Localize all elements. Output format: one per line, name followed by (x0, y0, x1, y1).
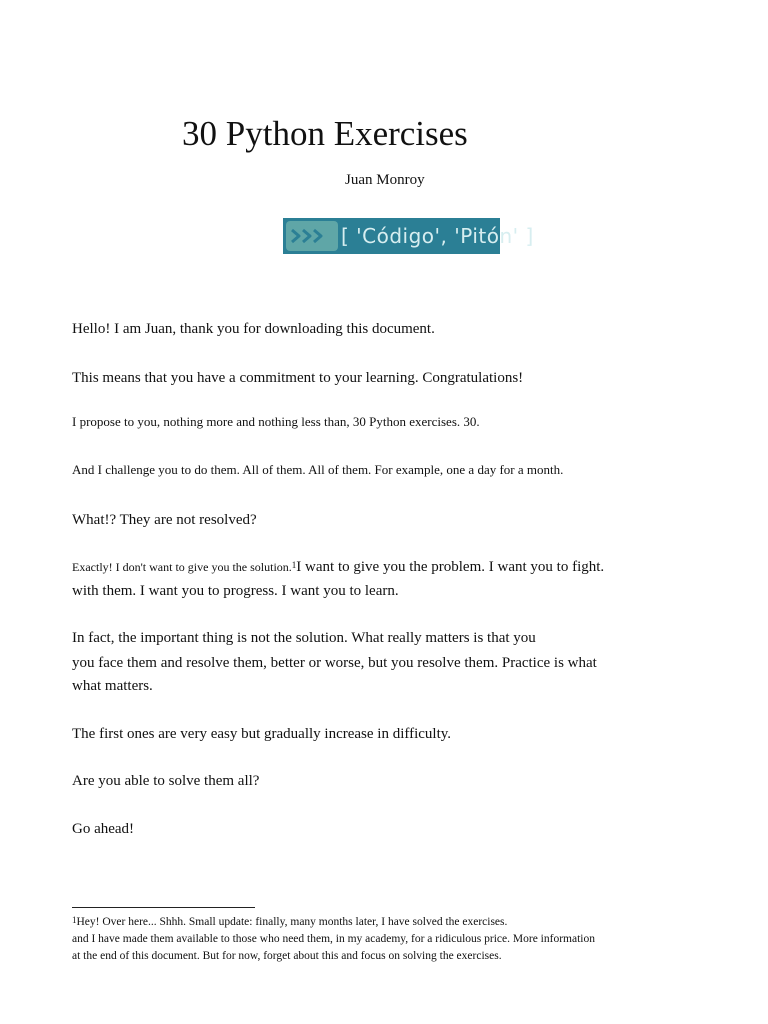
logo-text: [ 'Código', 'Pitón' ] (341, 224, 534, 248)
arrows-icon (286, 221, 338, 251)
paragraph-challenge: And I challenge you to do them. All of them. All of them. For example, one a day for a month. (72, 462, 564, 477)
paragraph-difficulty: The first ones are very easy but gradually increase in difficulty. (72, 726, 452, 742)
codigo-piton-logo (283, 218, 534, 254)
paragraph-go-ahead: Go ahead! (72, 821, 135, 837)
paragraph-commitment: This means that you have a commitment to your learning. Congratulations! (72, 370, 524, 386)
paragraph-greeting: Hello! I am Juan, thank you for downloading this document. (72, 321, 435, 337)
author-name: Juan Monroy (345, 172, 425, 188)
paragraph-fact-line-3: what matters. (72, 678, 153, 694)
paragraph-question: What!? They are not resolved? (72, 512, 257, 528)
footnote-divider (72, 907, 255, 908)
paragraph-solution-line-2: with them. I want you to progress. I want you to learn. (72, 583, 399, 599)
footnote-marker: 1 (72, 915, 77, 925)
paragraph-proposal: I propose to you, nothing more and nothing less than, 30 Python exercises. 30. (72, 414, 480, 429)
paragraph-fact-line-1: In fact, the important thing is not the solution. What really matters is that you (72, 630, 536, 646)
document-title: 30 Python Exercises (182, 114, 468, 153)
footnote-line-2: and I have made them available to those who need them, in my academy, for a ridiculous price. More information (72, 933, 595, 945)
paragraph-able: Are you able to solve them all? (72, 773, 260, 789)
footnote-line-1 (72, 914, 507, 931)
footnote-line-3: at the end of this document. But for now, forget about this and focus on solving the exercises. (72, 950, 502, 962)
paragraph-solution-line (72, 555, 604, 579)
footnote-text-1: Hey! Over here... Shhh. Small update: finally, many months later, I have solved the exercises. (76, 916, 508, 928)
solution-rest-text: I want to give you the problem. I want you to fight. (296, 559, 605, 575)
paragraph-fact-line-2: you face them and resolve them, better or worse, but you resolve them. Practice is what (72, 655, 597, 671)
solution-small-text: Exactly! I don't want to give you the solution. (72, 560, 292, 574)
footnote-reference: 1 (291, 560, 297, 570)
